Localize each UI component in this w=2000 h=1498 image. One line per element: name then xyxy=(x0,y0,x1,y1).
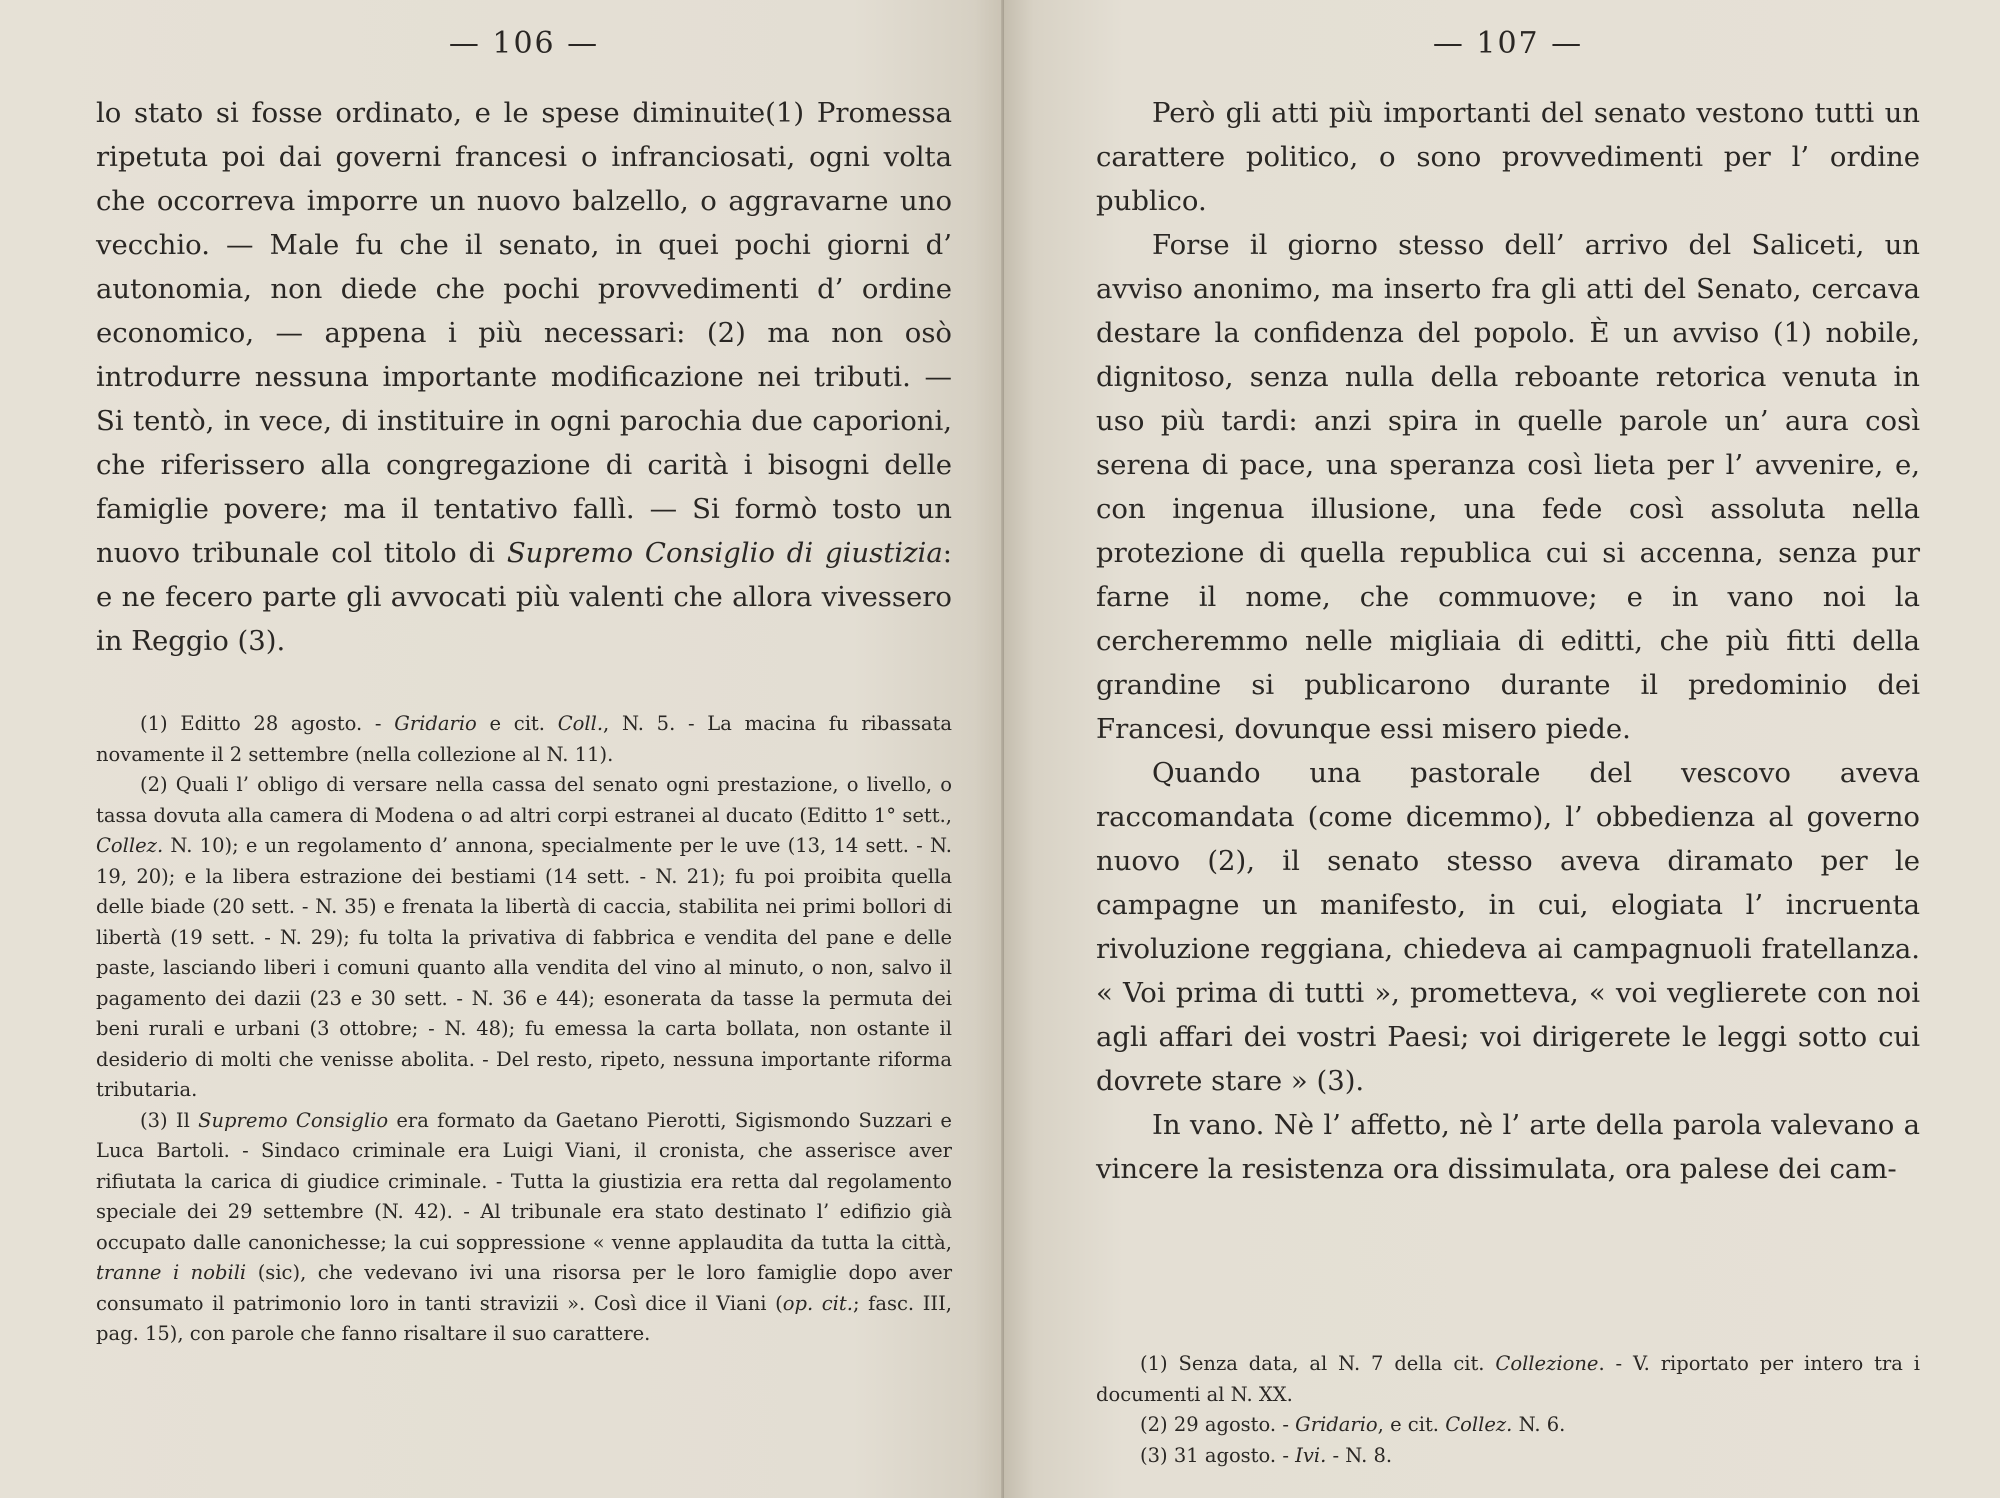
footnote-3: (3) 31 agosto. - Ivi. - N. 8. xyxy=(1140,1443,1393,1467)
paragraph: Quando una pastorale del vescovo aveva raccomandata (come dicemmo), l’ obbedienza al governo nuovo (2), il senato stesso aveva diramato per le campagne un manifesto, in cui, elogiata l’ incruenta rivoluzione reggiana, chiedeva ai campagnuoli fratellanza. « Voi prima di tutti », prometteva, « voi veglierete con noi agli affari dei vostri Paesi; voi dirigerete le leggi sotto cui dovrete stare » (3). xyxy=(1096,757,1920,1097)
footnote-1: (1) Senza data, al N. 7 della cit. Collezione. - V. riportato per intero tra i documenti al N. XX. xyxy=(1096,1352,1921,1406)
page-number: — 107 — xyxy=(1432,26,1584,61)
footnote-1: (1) Editto 28 agosto. - Gridario e cit. Coll., N. 5. - La macina fu ribassata novamente il 2 settembre (nella collezione al N. 11). xyxy=(96,712,952,766)
footnotes xyxy=(96,709,952,1350)
paragraph: Forse il giorno stesso dell’ arrivo del Saliceti, un avviso anonimo, ma inserto fra gli atti del Senato, cercava destare la confidenza del popolo. È un avviso (1) nobile, dignitoso, senza nulla della reboante retorica venuta in uso più tardi: anzi spira in quelle parole un’ aura così serena di pace, una speranza così lieta per l’ avvenire, e, con ingenua illusione, una fede così assoluta nella protezione di quella republica cui si accenna, senza pur farne il nome, che commuove; e in vano noi la cercheremmo nelle migliaia di editti, che più fitti della grandine si publicarono durante il predominio dei Francesi, dovunque essi misero piede. xyxy=(1096,229,1920,745)
main-text xyxy=(96,91,952,663)
footnote-2: (2) 29 agosto. - Gridario, e cit. Collez. N. 6. xyxy=(1140,1413,1566,1436)
footnote-2: (2) Quali l’ obligo di versare nella cassa del senato ogni prestazione, o livello, o tassa dovuta alla camera di Modena o ad altri corpi estranei al ducato (Editto 1° sett., Collez. N. 10); e un regolamento d’ annona, specialmente per le uve (13, 14 sett. - N. 19, 20); e la libera estrazione dei bestiami (14 sett. - N. 21); fu poi proibita quella delle biade (20 sett. - N. 35) e frenata la libertà di caccia, stabilita nei primi bollori di libertà (19 sett. - N. 29); fu tolta la privativa di fabbrica e vendita del pane e delle paste, lasciando liberi i comuni quanto alla vendita del vino al minuto, o non, salvo il pagamento dei dazii (23 e 30 sett. - N. 36 e 44); esonerata da tasse la permuta dei beni rurali e urbani (3 ottobre; - N. 48); fu emessa la carta bollata, non ostante il desiderio di molti che venisse abolita. - Del resto, ripeto, nessuna importante riforma tributaria. xyxy=(96,773,952,1101)
main-text-area xyxy=(1096,91,1920,1327)
main-text xyxy=(1096,91,1920,1191)
paragraph: lo stato si fosse ordinato, e le spese diminuite(1) Promessa ripetuta poi dai governi francesi o infranciosati, ogni volta che occorreva imporre un nuovo balzello, o aggravarne uno vecchio. — Male fu che il senato, in quei pochi giorni d’ autonomia, non diede che pochi provvedimenti d’ ordine economico, — appena i più necessari: (2) ma non osò introdurre nessuna importante modificazione nei tributi. — Si tentò, in vece, di instituire in ogni parochia due caporioni, che riferissero alla congregazione di carità i bisogni delle famiglie povere; ma il tentativo fallì. — Si formò tosto un nuovo tribunale col titolo di Supremo Consiglio di giustizia: e ne fecero parte gli avvocati più valenti che allora vivessero in Reggio (3). xyxy=(96,97,953,657)
paragraph: In vano. Nè l’ affetto, nè l’ arte della parola valevano a vincere la resistenza ora dissimulata, ora palese dei cam- xyxy=(1096,1109,1920,1185)
right-page xyxy=(1004,0,2000,1498)
footnotes xyxy=(1096,1349,1920,1471)
footnote-3: (3) Il Supremo Consiglio era formato da Gaetano Pierotti, Sigismondo Suzzari e Luca Bartoli. - Sindaco criminale era Luigi Viani, il cronista, che asserisce aver rifiutata la carica di giudice criminale. - Tutta la giustizia era retta dal regolamento speciale dei 29 settembre (N. 42). - Al tribunale era stato destinato l’ edifizio già occupato dalle canonichesse; la cui soppressione « venne applaudita da tutta la città, tranne i nobili (sic), che vedevano ivi una risorsa per le loro famiglie dopo aver consumato il patrimonio loro in tanti stravizii ». Così dice il Viani (op. cit.; fasc. III, pag. 15), con parole che fanno risaltare il suo carattere. xyxy=(96,1108,953,1345)
paragraph: Però gli atti più importanti del senato vestono tutti un carattere politico, o sono provvedimenti per l’ ordine publico. xyxy=(1096,97,1920,217)
page-number: — 106 — xyxy=(448,26,600,61)
